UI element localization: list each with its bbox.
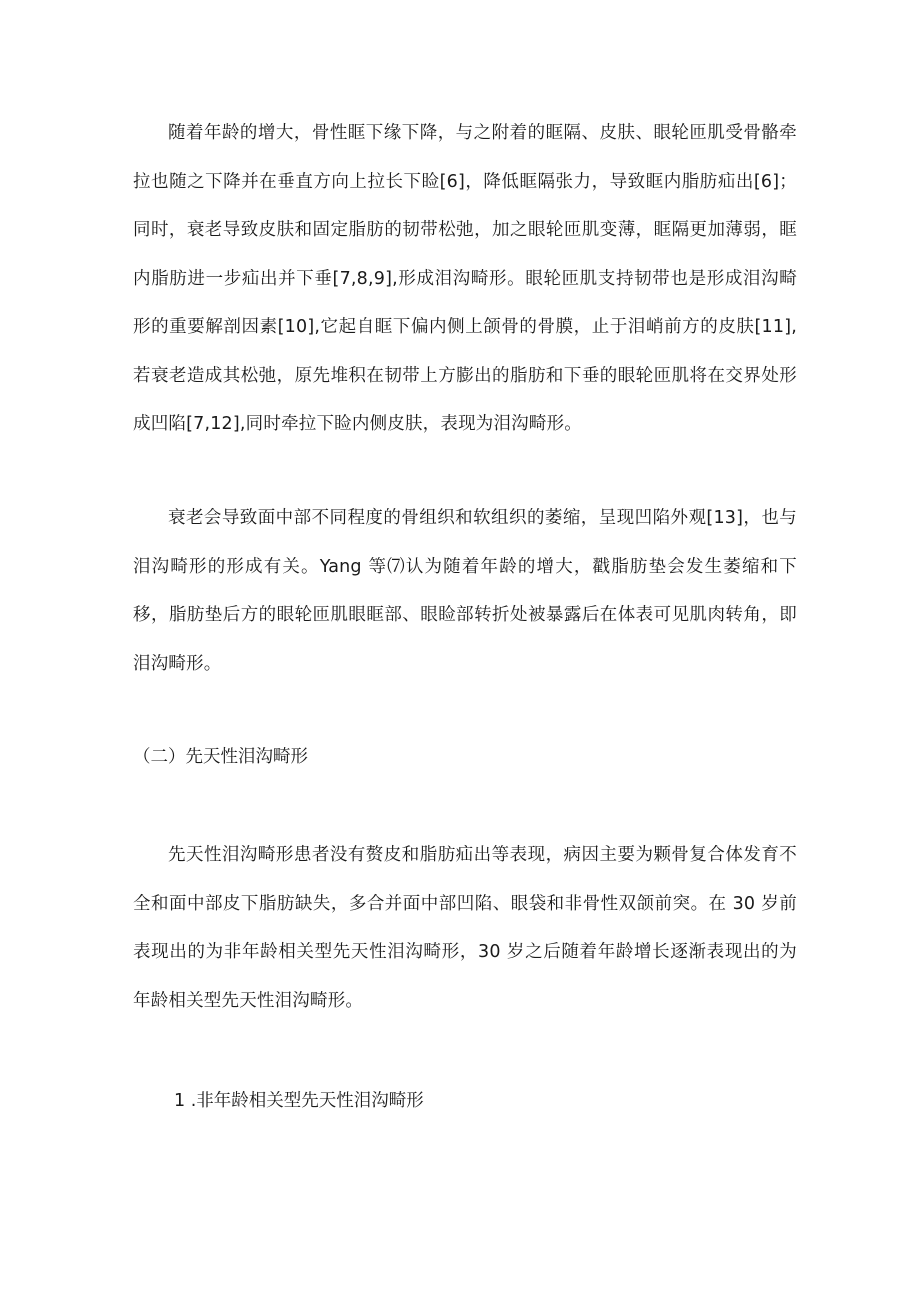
paragraph-aging-orbital-rim: 随着年龄的增大，骨性眶下缘下降，与之附着的眶隔、皮肤、眼轮匝肌受骨骼牵拉也随之下降并在垂直方向上拉长下睑[6]，降低眶隔张力，导致眶内脂肪疝出[6]；同时，衰老导致皮肤和固定脂肪的韧带松弛，加之眼轮匝肌变薄，眶隔更加薄弱，眶内脂肪进一步疝出并下垂[7,8,9],形成泪沟畸形。眼轮匝肌支持韧带也是形成泪沟畸形的重要解剖因素[10],它起自眶下偏内侧上颌骨的骨膜，止于泪峭前方的皮肤[11],若衰老造成其松弛，原先堆积在韧带上方膨出的脂肪和下垂的眼轮匝肌将在交界处形成凹陷[7,12],同时牵拉下睑内侧皮肤，表现为泪沟畸形。 <box>133 123 797 434</box>
section-heading: （二）先天性泪沟畸形 <box>133 747 308 767</box>
paragraph-congenital-tear-trough: 先天性泪沟畸形患者没有赘皮和脂肪疝出等表现，病因主要为颗骨复合体发育不全和面中部皮下脂肪缺失，多合并面中部凹陷、眼袋和非骨性双颌前突。在 30 岁前表现出的为非年龄相关型先天性泪沟畸形，30 岁之后随着年龄增长逐渐表现出的为年龄相关型先天性泪沟畸形。 <box>133 845 797 1011</box>
paragraph-midface-atrophy: 衰老会导致面中部不同程度的骨组织和软组织的萎缩，呈现凹陷外观[13]，也与泪沟畸形的形成有关。Yang 等⑺认为随着年龄的增大，戳脂肪垫会发生萎缩和下移，脂肪垫后方的眼轮匝肌眼眶部、眼睑部转折处被暴露后在体表可见肌肉转角，即泪沟畸形。 <box>133 508 797 674</box>
subsection-heading: 1 .非年龄相关型先天性泪沟畸形 <box>174 1091 424 1111</box>
